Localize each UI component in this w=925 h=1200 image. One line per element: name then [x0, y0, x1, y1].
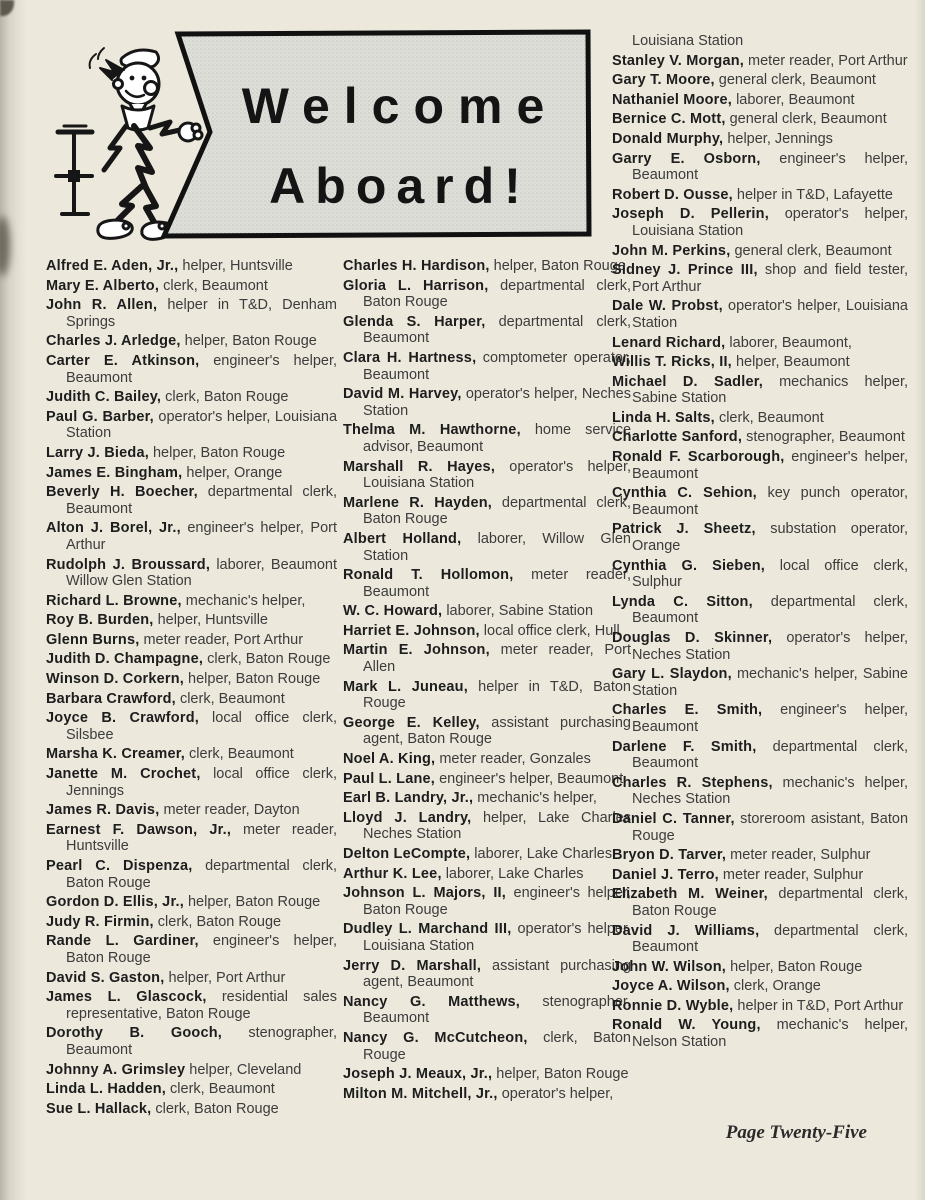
employee-role-location: clerk, Beaumont [170, 1081, 275, 1098]
employee-name: Joyce A. Wilson, [612, 978, 730, 995]
employee-role-location: clerk, Baton Rouge [363, 1029, 631, 1063]
roster-entry [343, 958, 631, 991]
employee-name: John M. Perkins, [612, 242, 731, 259]
employee-name: Linda H. Salts, [612, 409, 715, 426]
roster-column-3 [612, 33, 908, 1054]
employee-role-location: departmental clerk, Beaumont [632, 922, 908, 956]
employee-role-location: key punch operator, Beaumont [632, 485, 908, 518]
employee-role-location: helper in T&D, Denham Springs [66, 297, 337, 330]
welcome-aboard-banner [148, 28, 596, 242]
employee-role-location: departmental clerk, Beaumont [632, 593, 908, 627]
roster-entry [612, 998, 908, 1015]
roster-entry [46, 409, 337, 442]
employee-role-location: laborer, Beaumont, [729, 334, 852, 351]
employee-name: Ronald F. Scarborough, [612, 449, 785, 466]
employee-role-location: meter reader, Port Arthur [143, 631, 304, 648]
employee-role-location: general clerk, Beaumont [729, 111, 887, 128]
employee-role-location: substation operator, Orange [632, 521, 908, 555]
employee-name: Ronald W. Young, [612, 1017, 761, 1034]
employee-name: Marsha K. Creamer, [46, 746, 185, 763]
employee-name: George E. Kelley, [343, 714, 480, 731]
employee-name: Sue L. Hallack, [46, 1100, 152, 1117]
roster-entry [46, 389, 337, 406]
roster-entry [612, 630, 908, 663]
roster-entry [343, 567, 631, 600]
roster-entry [343, 386, 631, 419]
roster-entry [46, 671, 337, 688]
employee-name: Roy B. Burden, [46, 612, 154, 629]
employee-name: Nancy G. Matthews, [343, 993, 521, 1010]
employee-role-location: meter reader, Beaumont [363, 567, 631, 600]
roster-entry [46, 970, 337, 987]
employee-name: Ronald T. Hollomon, [343, 567, 514, 584]
roster-entry [612, 151, 908, 184]
employee-name: Milton M. Mitchell, Jr., [343, 1085, 498, 1102]
employee-name: Stanley V. Morgan, [612, 52, 744, 69]
employee-name: David J. Williams, [612, 922, 760, 939]
employee-role-location: helper, Jennings [727, 130, 833, 147]
employee-name: Lloyd J. Landry, [343, 809, 472, 826]
roster-entry [46, 1081, 337, 1098]
roster-entry [612, 354, 908, 371]
employee-name: Harriet E. Johnson, [343, 622, 480, 639]
roster-entry [612, 374, 908, 407]
employee-name: Charlotte Sanford, [612, 429, 743, 446]
employee-role-location: clerk, Beaumont [718, 409, 824, 426]
employee-name: John W. Wilson, [612, 958, 727, 975]
employee-role-location: clerk, Baton Rouge [207, 651, 331, 668]
roster-entry [46, 353, 337, 386]
employee-name: Larry J. Bieda, [46, 444, 149, 461]
roster-entry [612, 923, 908, 956]
employee-name: Elizabeth M. Weiner, [612, 886, 768, 903]
employee-name: Thelma M. Hawthorne, [343, 422, 521, 439]
roster-entry [343, 350, 631, 383]
employee-name: Gordon D. Ellis, Jr., [46, 894, 184, 911]
employee-name: James R. Davis, [46, 802, 160, 819]
roster-entry [343, 531, 631, 564]
employee-role-location: meter reader, Sulphur [722, 866, 864, 883]
employee-name: Judy R. Firmin, [46, 913, 154, 930]
employee-name: Lynda C. Sitton, [612, 593, 753, 610]
employee-role-location: clerk, Orange [733, 978, 821, 995]
employee-role-location: meter reader, Port Arthur [748, 52, 908, 69]
employee-role-location: clerk, Baton Rouge [155, 1100, 279, 1117]
roster-entry [343, 751, 631, 768]
employee-name: Clara H. Hartness, [343, 349, 477, 366]
employee-role-location: helper, Baton Rouge [496, 1066, 629, 1083]
employee-name: Charles E. Smith, [612, 702, 763, 719]
employee-role-location: mechanics helper, Sabine Station [632, 373, 908, 407]
employee-role-location: assistant purchasing agent, Baton Rouge [363, 714, 631, 748]
employee-role-location: local office clerk, Jennings [66, 766, 337, 799]
employee-name: Donald Murphy, [612, 130, 724, 147]
employee-name: Gary L. Slaydon, [612, 666, 732, 683]
employee-name: Glenn Burns, [46, 631, 140, 648]
roster-entry [343, 258, 631, 275]
employee-role-location: mechanic's helper, Nelson Station [632, 1017, 909, 1051]
employee-name: John R. Allen, [46, 297, 158, 314]
employee-name: David S. Gaston, [46, 969, 165, 986]
roster-entry [343, 885, 631, 918]
employee-name: Noel A. King, [343, 751, 436, 768]
roster-entry [343, 715, 631, 748]
employee-role-location: home service advisor, Beaumont [363, 422, 632, 455]
employee-name: Johnson L. Majors, II, [343, 885, 507, 902]
roster-entry [612, 702, 908, 735]
roster-entry [612, 739, 908, 772]
banner-text-line2: Aboard! [269, 158, 531, 214]
employee-role-location: operator's helper, [501, 1085, 614, 1102]
employee-name: Charles H. Hardison, [343, 258, 490, 274]
roster-entry [46, 858, 337, 891]
roster-entry [343, 495, 631, 528]
employee-role-location: mechanic's helper, Neches Station [632, 774, 909, 808]
employee-role-location: laborer, Beaumont Willow Glen Station [66, 556, 337, 590]
employee-role-location: helper, Baton Rouge [187, 894, 321, 911]
roster-entry [46, 557, 337, 590]
employee-role-location: operator's helper, Louisiana Station [363, 921, 632, 954]
employee-name: Nathaniel Moore, [612, 91, 733, 108]
roster-entry [612, 485, 908, 518]
employee-name: Cynthia G. Sieben, [612, 557, 766, 574]
roster-entry [612, 886, 908, 919]
employee-role-location: departmental clerk, Baton Rouge [66, 858, 337, 891]
employee-role-location: departmental clerk, Baton Rouge [363, 277, 632, 311]
roster-entry [46, 593, 337, 610]
employee-role-location: engineer's helper, Beaumont [439, 770, 624, 787]
employee-name: Linda L. Hadden, [46, 1081, 167, 1098]
employee-role-location: helper in T&D, Lafayette [736, 186, 893, 203]
employee-role-location: laborer, Sabine Station [446, 603, 594, 620]
roster-entry [343, 422, 631, 455]
roster-entry [46, 989, 337, 1022]
employee-role-location: general clerk, Beaumont [718, 72, 876, 89]
roster-entry [46, 822, 337, 855]
employee-role-location: departmental clerk, Beaumont [632, 738, 909, 772]
employee-name: Carter E. Atkinson, [46, 352, 200, 369]
employee-name: Judith D. Champagne, [46, 651, 204, 668]
roster-entry [46, 933, 337, 966]
employee-name: Dale W. Probst, [612, 298, 723, 315]
roster-entry [612, 847, 908, 864]
employee-name: Patrick J. Sheetz, [612, 521, 756, 538]
roster-entry [46, 445, 337, 462]
employee-role-location: clerk, Baton Rouge [165, 389, 289, 406]
employee-role-location: departmental clerk, Beaumont [363, 313, 631, 347]
employee-role-location: helper, Port Arthur [168, 969, 286, 986]
employee-name: Marshall R. Hayes, [343, 458, 496, 475]
employee-name: Judith C. Bailey, [46, 389, 162, 406]
employee-name: Dudley L. Marchand III, [343, 921, 512, 938]
employee-role-location: operator's helper, Louisiana Station [66, 408, 338, 442]
employee-role-location: meter reader, Port Allen [363, 642, 632, 676]
employee-role-location: helper, Baton Rouge [184, 333, 317, 350]
roster-entry [46, 484, 337, 517]
employee-name: Nancy G. McCutcheon, [343, 1029, 528, 1046]
employee-role-location: helper, Huntsville [157, 612, 268, 629]
page-number: Page Twenty-Five [725, 1122, 867, 1143]
roster-entry [612, 867, 908, 884]
employee-role-location: departmental clerk, Baton Rouge [363, 494, 632, 528]
roster-entry [46, 691, 337, 708]
employee-role-location: clerk, Beaumont [163, 277, 268, 294]
employee-role-location: helper, Lake Charles Neches Station [363, 809, 631, 843]
employee-name: Daniel C. Tanner, [612, 810, 735, 827]
employee-role-location: operator's helper, Louisiana Station [632, 298, 908, 331]
roster-entry [612, 262, 908, 295]
employee-name: Darlene F. Smith, [612, 738, 757, 755]
roster-entry [612, 243, 908, 260]
employee-role-location: mechanic's helper, Sabine Station [632, 666, 908, 699]
employee-name: Jerry D. Marshall, [343, 957, 482, 974]
roster-entry [343, 790, 631, 807]
employee-role-location: helper, Baton Rouge [188, 671, 321, 688]
roster-entry [343, 679, 631, 712]
roster-entry [343, 278, 631, 311]
employee-name: Arthur K. Lee, [343, 865, 442, 882]
roster-entry [343, 1086, 631, 1103]
employee-role-location: clerk, Beaumont [189, 746, 294, 763]
employee-name: Joyce B. Crawford, [46, 710, 199, 727]
roster-entry [612, 410, 908, 427]
roster-entry [612, 131, 908, 148]
employee-role-location: operator's helper, Louisiana Station [363, 458, 631, 492]
employee-name: Daniel J. Terro, [612, 866, 719, 883]
roster-column-2 [343, 258, 631, 1105]
employee-role-location: operator's helper, Neches Station [632, 630, 908, 663]
employee-name: Johnny A. Grimsley [46, 1061, 186, 1078]
employee-role-location: helper, Huntsville [182, 258, 293, 274]
employee-name: James L. Glascock, [46, 989, 207, 1006]
roster-entry [612, 111, 908, 128]
employee-name: W. C. Howard, [343, 603, 443, 620]
employee-name: Dorothy B. Gooch, [46, 1025, 223, 1042]
employee-role-location: laborer, Willow Glen Station [363, 530, 631, 564]
roster-entry [46, 746, 337, 763]
roster-entry [46, 710, 337, 743]
roster-entry [612, 521, 908, 554]
roster-entry [46, 766, 337, 799]
employee-role-location: Louisiana Station [632, 33, 744, 49]
employee-name: Paul G. Barber, [46, 408, 154, 425]
roster-entry [46, 333, 337, 350]
employee-role-location: engineer's helper, Beaumont [632, 449, 908, 482]
roster-entry [46, 1101, 337, 1118]
employee-role-location: departmental clerk, Beaumont [66, 484, 337, 517]
banner-text-line1: Welcome [241, 78, 559, 134]
employee-name: Alton J. Borel, Jr., [46, 520, 181, 537]
employee-role-location: local office clerk, Silsbee [66, 710, 338, 743]
employee-name: Lenard Richard, [612, 334, 726, 351]
roster-entry [46, 651, 337, 668]
scan-edge-artifact [0, 216, 10, 276]
employee-name: Marlene R. Hayden, [343, 494, 493, 511]
employee-name: Joseph J. Meaux, Jr., [343, 1066, 493, 1083]
roster-entry [343, 771, 631, 788]
employee-role-location: meter reader, Dayton [163, 802, 300, 819]
employee-role-location: helper in T&D, Baton Rouge [363, 678, 631, 712]
roster-entry [343, 623, 631, 640]
employee-role-location: engineer's helper, Baton Rouge [363, 885, 631, 918]
roster-entry [46, 465, 337, 482]
employee-name: Beverly H. Boecher, [46, 484, 198, 501]
roster-entry [343, 810, 631, 843]
employee-role-location: storeroom asistant, Baton Rouge [632, 810, 909, 844]
roster-entry [343, 459, 631, 492]
employee-role-location: engineer's helper, Beaumont [632, 150, 908, 184]
employee-role-location: comptometer operator, Beaumont [363, 349, 631, 383]
employee-name: Earnest F. Dawson, Jr., [46, 821, 232, 838]
employee-name: Michael D. Sadler, [612, 373, 763, 390]
roster-entry [343, 866, 631, 883]
roster-entry [343, 1066, 631, 1083]
employee-name: Garry E. Osborn, [612, 150, 761, 167]
roster-entry [612, 429, 908, 446]
employee-role-location: engineer's helper, Port Arthur [66, 520, 338, 553]
roster-entry [612, 959, 908, 976]
roster-entry [343, 603, 631, 620]
employee-role-location: helper, Cleveland [189, 1061, 302, 1078]
employee-name: David M. Harvey, [343, 386, 462, 403]
employee-role-location: helper, Beaumont [735, 354, 850, 371]
roster-column-1 [46, 258, 337, 1120]
employee-name: Rudolph J. Broussard, [46, 556, 211, 573]
employee-role-location: assistant purchasing agent, Beaumont [363, 957, 632, 991]
employee-name: Richard L. Browne, [46, 592, 182, 609]
employee-role-location: residential sales representative, Baton Rouge [66, 989, 337, 1022]
scan-corner-artifact [0, 0, 14, 16]
employee-name: Charles R. Stephens, [612, 774, 773, 791]
roster-entry [343, 846, 631, 863]
employee-name: James E. Bingham, [46, 464, 183, 481]
employee-role-location: mechanic's helper, [477, 790, 597, 807]
roster-entry [46, 632, 337, 649]
roster-entry [343, 314, 631, 347]
employee-role-location: departmental clerk, Baton Rouge [632, 886, 909, 919]
roster-entry [612, 449, 908, 482]
employee-role-location: laborer, Beaumont [736, 91, 855, 108]
roster-entry [612, 33, 908, 50]
employee-name: Willis T. Ricks, II, [612, 354, 732, 371]
roster-entry [612, 92, 908, 109]
employee-role-location: laborer, Lake Charles [445, 865, 584, 882]
employee-name: Joseph D. Pellerin, [612, 206, 769, 223]
roster-entry [46, 520, 337, 553]
employee-name: Mary E. Alberto, [46, 277, 160, 294]
employee-name: Sidney J. Prince III, [612, 262, 758, 279]
employee-role-location: helper, Orange [186, 464, 283, 481]
employee-role-location: laborer, Lake Charles [474, 846, 613, 862]
roster-entry [612, 53, 908, 70]
roster-entry [46, 612, 337, 629]
employee-role-location: engineer's helper, Baton Rouge [66, 933, 337, 966]
employee-name: Delton LeCompte, [343, 846, 471, 862]
employee-role-location: helper, Baton Rouge [493, 258, 626, 274]
roster-entry [612, 666, 908, 699]
employee-name: Gloria L. Harrison, [343, 277, 489, 294]
employee-name: Rande L. Gardiner, [46, 933, 199, 950]
roster-entry [612, 187, 908, 204]
employee-role-location: general clerk, Beaumont [734, 242, 892, 259]
roster-entry [612, 775, 908, 808]
employee-name: Robert D. Ousse, [612, 186, 733, 203]
roster-entry [612, 811, 908, 844]
employee-role-location: engineer's helper, Beaumont [66, 352, 338, 386]
employee-role-location: helper, Baton Rouge [730, 958, 863, 975]
employee-role-location: helper, Baton Rouge [152, 444, 286, 461]
roster-entry [612, 1017, 908, 1050]
employee-name: Barbara Crawford, [46, 690, 176, 707]
employee-role-location: stenographer, Beaumont [746, 429, 905, 446]
employee-name: Earl B. Landry, Jr., [343, 790, 474, 807]
employee-name: Winson D. Corkern, [46, 671, 185, 688]
roster-entry [612, 978, 908, 995]
roster-entry [46, 894, 337, 911]
employee-name: Ronnie D. Wyble, [612, 997, 734, 1014]
employee-role-location: clerk, Baton Rouge [157, 913, 282, 930]
employee-role-location: stenographer, Beaumont [363, 993, 631, 1027]
employee-role-location: mechanic's helper, [185, 592, 306, 609]
roster-entry [46, 278, 337, 295]
employee-name: Charles J. Arledge, [46, 333, 181, 350]
roster-entry [46, 914, 337, 931]
roster-entry [612, 335, 908, 352]
employee-name: Mark L. Juneau, [343, 678, 468, 695]
roster-entry [46, 258, 337, 275]
employee-name: Bernice C. Mott, [612, 111, 726, 128]
roster-entry [343, 642, 631, 675]
roster-entry [46, 1025, 337, 1058]
employee-name: Gary T. Moore, [612, 72, 715, 89]
roster-entry [612, 594, 908, 627]
roster-entry [612, 558, 908, 591]
roster-entry [46, 297, 337, 330]
roster-entry [343, 1030, 631, 1063]
employee-role-location: operator's helper, Neches Station [363, 386, 631, 419]
employee-name: Pearl C. Dispenza, [46, 858, 193, 874]
employee-name: Janette M. Crochet, [46, 766, 201, 783]
roster-entry [612, 298, 908, 331]
employee-role-location: operator's helper, Louisiana Station [632, 206, 908, 239]
employee-role-location: local office clerk, Hull [483, 622, 620, 639]
employee-role-location: shop and field tester, Port Arthur [632, 262, 908, 295]
employee-name: Douglas D. Skinner, [612, 630, 773, 646]
roster-entry [46, 802, 337, 819]
employee-role-location: meter reader, Huntsville [66, 821, 337, 855]
employee-role-location: local office clerk, Sulphur [632, 557, 908, 591]
roster-entry [46, 1062, 337, 1079]
employee-role-location: meter reader, Gonzales [439, 751, 591, 768]
roster-entry [343, 921, 631, 954]
roster-entry [612, 206, 908, 239]
employee-role-location: engineer's helper, Beaumont [632, 702, 908, 735]
employee-name: Albert Holland, [343, 530, 462, 547]
employee-name: Glenda S. Harper, [343, 313, 486, 330]
employee-role-location: meter reader, Sulphur [730, 847, 871, 864]
roster-entry [343, 994, 631, 1027]
employee-name: Paul L. Lane, [343, 770, 436, 787]
employee-role-location: clerk, Beaumont [179, 690, 285, 707]
employee-name: Martin E. Johnson, [343, 642, 490, 659]
employee-name: Bryon D. Tarver, [612, 847, 727, 864]
employee-role-location: stenographer, Beaumont [66, 1025, 337, 1058]
roster-entry [612, 72, 908, 89]
employee-role-location: helper in T&D, Port Arthur [737, 997, 904, 1014]
employee-name: Alfred E. Aden, Jr., [46, 258, 179, 274]
employee-name: Cynthia C. Sehion, [612, 485, 757, 502]
